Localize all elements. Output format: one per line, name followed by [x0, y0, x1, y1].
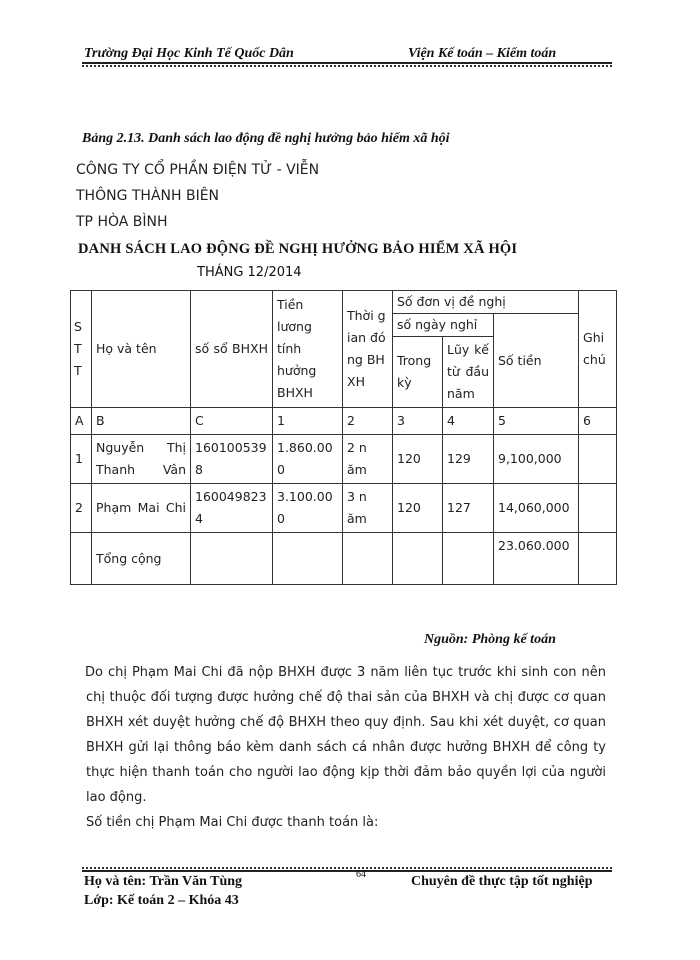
row-note: [579, 435, 617, 484]
code-cell: 1: [273, 408, 343, 435]
code-cell: 5: [494, 408, 579, 435]
header-proposed: Số đơn vị đề nghị: [393, 291, 579, 314]
code-cell: 4: [443, 408, 494, 435]
header-university: Trường Đại Học Kinh Tế Quốc Dân: [84, 46, 294, 61]
row-salary: 3.100.000: [273, 484, 343, 533]
page-number: 64: [356, 869, 366, 880]
footer-author: Họ và tên: Trần Văn Tùng: [84, 874, 243, 889]
table-header-row: [71, 291, 617, 314]
total-empty: [579, 533, 617, 585]
code-cell: 6: [579, 408, 617, 435]
benefit-table: [70, 290, 617, 585]
row-stt: 2: [71, 484, 92, 533]
table-total-row: [71, 533, 617, 585]
total-label: Tổng cộng: [92, 533, 191, 585]
row-cumulative: 127: [443, 484, 494, 533]
row-name: Phạm Mai Chi: [92, 484, 191, 533]
footer-report-title: Chuyên đề thực tập tốt nghiệp: [411, 874, 593, 889]
list-title: DANH SÁCH LAO ĐỘNG ĐỀ NGHỊ HƯỞNG BẢO HIỂM XÃ HỘI: [78, 241, 518, 257]
total-empty: [393, 533, 443, 585]
list-month: THÁNG 12/2014: [197, 265, 302, 280]
row-period: 2 năm: [343, 435, 393, 484]
company-name-line2: THÔNG THÀNH BIÊN: [76, 188, 220, 204]
header-amount: Số tiền: [494, 314, 579, 408]
code-cell: A: [71, 408, 92, 435]
total-empty: [273, 533, 343, 585]
header-period: Thời gian đóng BHXH: [343, 291, 393, 408]
row-in-period: 120: [393, 484, 443, 533]
row-amount: 14,060,000: [494, 484, 579, 533]
table-caption: Bảng 2.13. Danh sách lao động đề nghị hưởng bảo hiểm xã hội: [82, 131, 450, 146]
row-salary: 1.860.000: [273, 435, 343, 484]
body-text: [86, 660, 606, 835]
row-period: 3 năm: [343, 484, 393, 533]
header-bhxh-book: số sổ BHXH: [191, 291, 273, 408]
header-salary: Tiền lương tính hưởng BHXH: [273, 291, 343, 408]
total-empty: [191, 533, 273, 585]
header-days-off: số ngày nghỉ: [393, 314, 494, 337]
paragraph: Số tiền chị Phạm Mai Chi được thanh toán là:: [86, 815, 379, 830]
table-row: [71, 435, 617, 484]
company-city: TP HÒA BÌNH: [76, 214, 168, 230]
footer-rule: [82, 866, 612, 871]
row-bhxh-book: 1601005398: [191, 435, 273, 484]
total-empty: [443, 533, 494, 585]
header-name: Họ và tên: [92, 291, 191, 408]
header-in-period: Trong kỳ: [393, 337, 443, 408]
header-stt: STT: [71, 291, 92, 408]
header-cumulative: Lũy kế từ đầu năm: [443, 337, 494, 408]
company-name-line1: CÔNG TY CỔ PHẦN ĐIỆN TỬ - VIỄN: [76, 162, 320, 178]
header-institute: Viện Kế toán – Kiểm toán: [408, 46, 557, 61]
code-cell: C: [191, 408, 273, 435]
total-stt: [71, 533, 92, 585]
header-rule: [82, 62, 612, 67]
table-source: Nguồn: Phòng kế toán: [424, 632, 556, 647]
header-note: Ghi chú: [579, 291, 617, 408]
row-amount: 9,100,000: [494, 435, 579, 484]
code-cell: 2: [343, 408, 393, 435]
table-code-row: [71, 408, 617, 435]
table-row: [71, 484, 617, 533]
total-empty: [343, 533, 393, 585]
row-cumulative: 129: [443, 435, 494, 484]
row-stt: 1: [71, 435, 92, 484]
code-cell: 3: [393, 408, 443, 435]
code-cell: B: [92, 408, 191, 435]
paragraph: Do chị Phạm Mai Chi đã nộp BHXH được 3 năm liên tục trước khi sinh con nên chị thuộc đối tượng được hưởng chế độ thai sản của BHXH và chị được cơ quan BHXH xét duyệt hưởng chế độ BHXH theo quy định. Sau khi xét duyệt, cơ quan BHXH gửi lại thông báo kèm danh sách cá nhân được hưởng BHXH để công ty thực hiện thanh toán cho người lao động kịp thời đảm bảo quyền lợi của người lao động.: [85, 665, 606, 805]
row-in-period: 120: [393, 435, 443, 484]
row-bhxh-book: 1600498234: [191, 484, 273, 533]
row-name: Nguyễn Thị Thanh Vân: [92, 435, 191, 484]
row-note: [579, 484, 617, 533]
total-amount: 23.060.000: [494, 533, 579, 585]
footer-class: Lớp: Kế toán 2 – Khóa 43: [84, 893, 239, 908]
